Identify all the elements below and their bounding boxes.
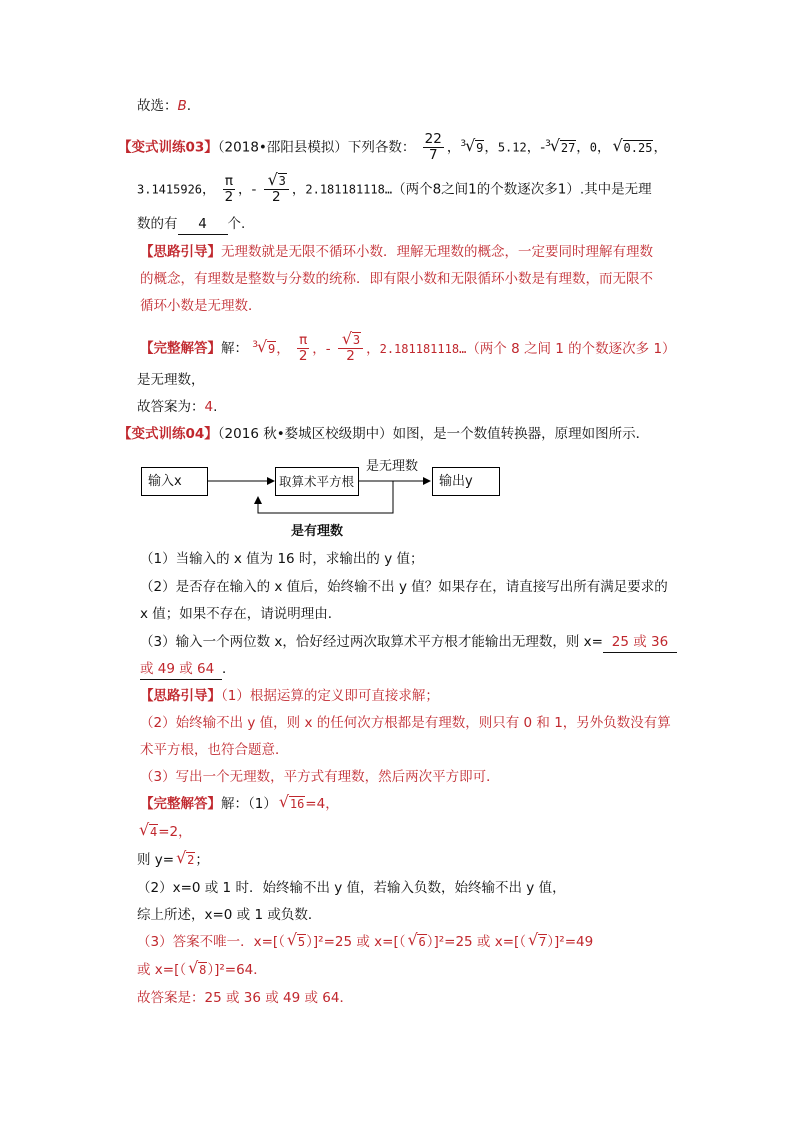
- question-3-line1: （3）输入一个两位数 x，恰好经过两次取算术平方根才能输出无理数，则 x= 25 或 36: [140, 632, 677, 653]
- answer-04-line6: （3）答案不唯一．x=[（ √ 5）]²=25 或 x=[（ √ 6）]²=25 或 x=[（ √ 7）]²=49: [137, 930, 594, 950]
- answer-04-line1: 【完整解答】解：（1） √ 16=4，: [140, 792, 339, 812]
- question-1: （1）当输入的 x 值为 16 时，求输出的 y 值；: [140, 551, 424, 567]
- input-box: 输入x: [141, 467, 208, 496]
- fraction-sqrt3-2: √ 3 2: [264, 174, 289, 205]
- answer-04-line3: 则 y= √ 2；: [137, 848, 209, 868]
- exercise-03-line3: 数的有 4 个.: [137, 214, 245, 235]
- cube-root-9: √ 9: [465, 135, 484, 155]
- output-box: 输出y: [432, 467, 500, 496]
- exercise-04-tag: 【变式训练04】: [118, 426, 218, 442]
- answer-04-line2: √ 4=2，: [139, 820, 192, 840]
- exercise-03-line2: 3.1415926， $\frac{\pi}{2}$ ，- √ 3 2 ，2.181181118…（两个8之间1的个数逐次多1）.其中是无理: [137, 170, 652, 205]
- answer-blank-04a: 25 或 36: [603, 632, 677, 653]
- fraction-22-7: $\frac{22}{7}$: [424, 131, 442, 163]
- guide-04-line4: （3）写出一个无理数，平方式有理数，然后两次平方即可．: [140, 769, 500, 785]
- answer-03-line1: 【完整解答】解： $^3$ √ 9， $\frac{\pi}{2}$ ，- √ 3 2 ，2.181181118…（两个 8 之间 1 的个数逐次多 1）: [140, 329, 676, 364]
- guide-03-line1: 【思路引导】无理数就是无限不循环小数．理解无理数的概念，一定要同时理解有理数: [140, 244, 653, 260]
- exercise-03-tag: 【变式训练03】: [118, 139, 218, 156]
- question-2-line1: （2）是否存在输入的 x 值后，始终输不出 y 值？如果存在，请直接写出所有满足要求的: [140, 579, 668, 595]
- process-box: 取算术平方根: [275, 467, 359, 496]
- label-irrational: 是无理数: [366, 459, 419, 474]
- answer-blank-03: 4: [178, 214, 228, 235]
- guide-04-line1: 【思路引导】（1）根据运算的定义即可直接求解；: [140, 688, 439, 704]
- answer-choice-line: 故选：B.: [137, 98, 192, 114]
- guide-03-line2: 的概念，有理数是整数与分数的统称．即有限小数和无限循环小数是有理数，而无限不: [140, 271, 653, 287]
- answer-04-line7: 或 x=[（ √ 8）]²=64．: [137, 958, 267, 978]
- guide-04-line2: （2）始终输不出 y 值，则 x 的任何次方根都是有理数，则只有 0 和 1，另外负数没有算: [140, 715, 671, 731]
- answer-03-line3: 故答案为：4.: [137, 399, 218, 415]
- cube-root-27: √ 27: [549, 135, 576, 155]
- answer-04-line4: （2）x=0 或 1 时．始终输不出 y 值，若输入负数，始终输不出 y 值，: [137, 880, 566, 896]
- diagram-arrows: [0, 0, 794, 560]
- answer-04-final: 故答案是：25 或 36 或 49 或 64．: [137, 990, 353, 1006]
- answer-blank-04b: 或 49 或 64: [140, 659, 222, 680]
- guide-03-line3: 循环小数是无理数．: [140, 298, 262, 314]
- label-rational: 是有理数: [291, 524, 344, 539]
- exercise-03-line1: 【变式训练03】（2018•邵阳县模拟）下列各数： $\frac{22}{7}$ ，$^3$ √ 9，5.12，-$^3$ √ 27，0， √ 0.25，: [118, 131, 667, 163]
- question-2-line2: x 值；如果不存在，请说明理由．: [140, 606, 342, 622]
- question-3-line2: 或 49 或 64 ．: [140, 659, 236, 680]
- sqrt-0-25: √ 0.25: [612, 135, 653, 155]
- fraction-pi-2: $\frac{\pi}{2}$: [224, 173, 234, 205]
- answer-03-line2: 是无理数，: [137, 372, 205, 388]
- guide-04-line3: 术平方根，也符合题意．: [140, 742, 289, 758]
- answer-04-line5: 综上所述，x=0 或 1 或负数．: [137, 907, 322, 923]
- answer-letter: B: [177, 98, 187, 114]
- exercise-04-line1: 【变式训练04】（2016 秋•婺城区校级期中）如图，是一个数值转换器，原理如图所示．: [118, 426, 650, 442]
